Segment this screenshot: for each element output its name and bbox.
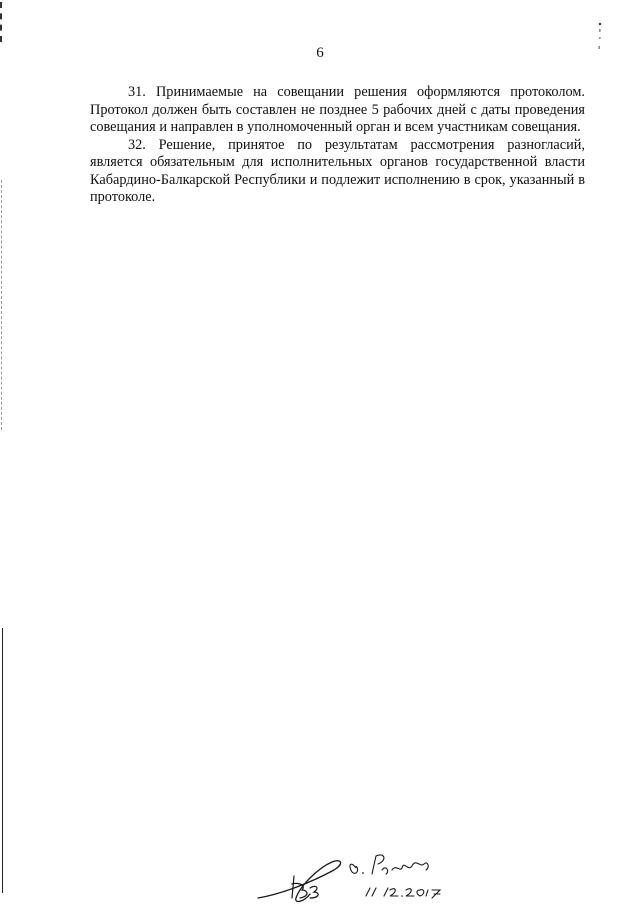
- scan-margin-mark: [0, 2, 4, 42]
- paragraph-31: 31. Принимаемые на совещании решения оформляются протоколом. Протокол должен быть составлен не позднее 5 рабочих дней с даты проведения совещания и направлен в уполномоченный орган и всем участникам совещания.: [90, 84, 585, 135]
- scan-margin-line: [2, 628, 3, 893]
- document-body: [90, 84, 585, 207]
- handwritten-signature: [252, 846, 462, 906]
- scan-margin-mark: [1, 180, 3, 430]
- paragraph-32: 32. Решение, принятое по результатам рассмотрения разногласий, является обязательным для исполнительных органов государственной власти Кабардино-Балкарской Республики и подлежит исполнению в срок, указанный в протоколе.: [90, 136, 585, 205]
- page-number: 6: [316, 45, 324, 61]
